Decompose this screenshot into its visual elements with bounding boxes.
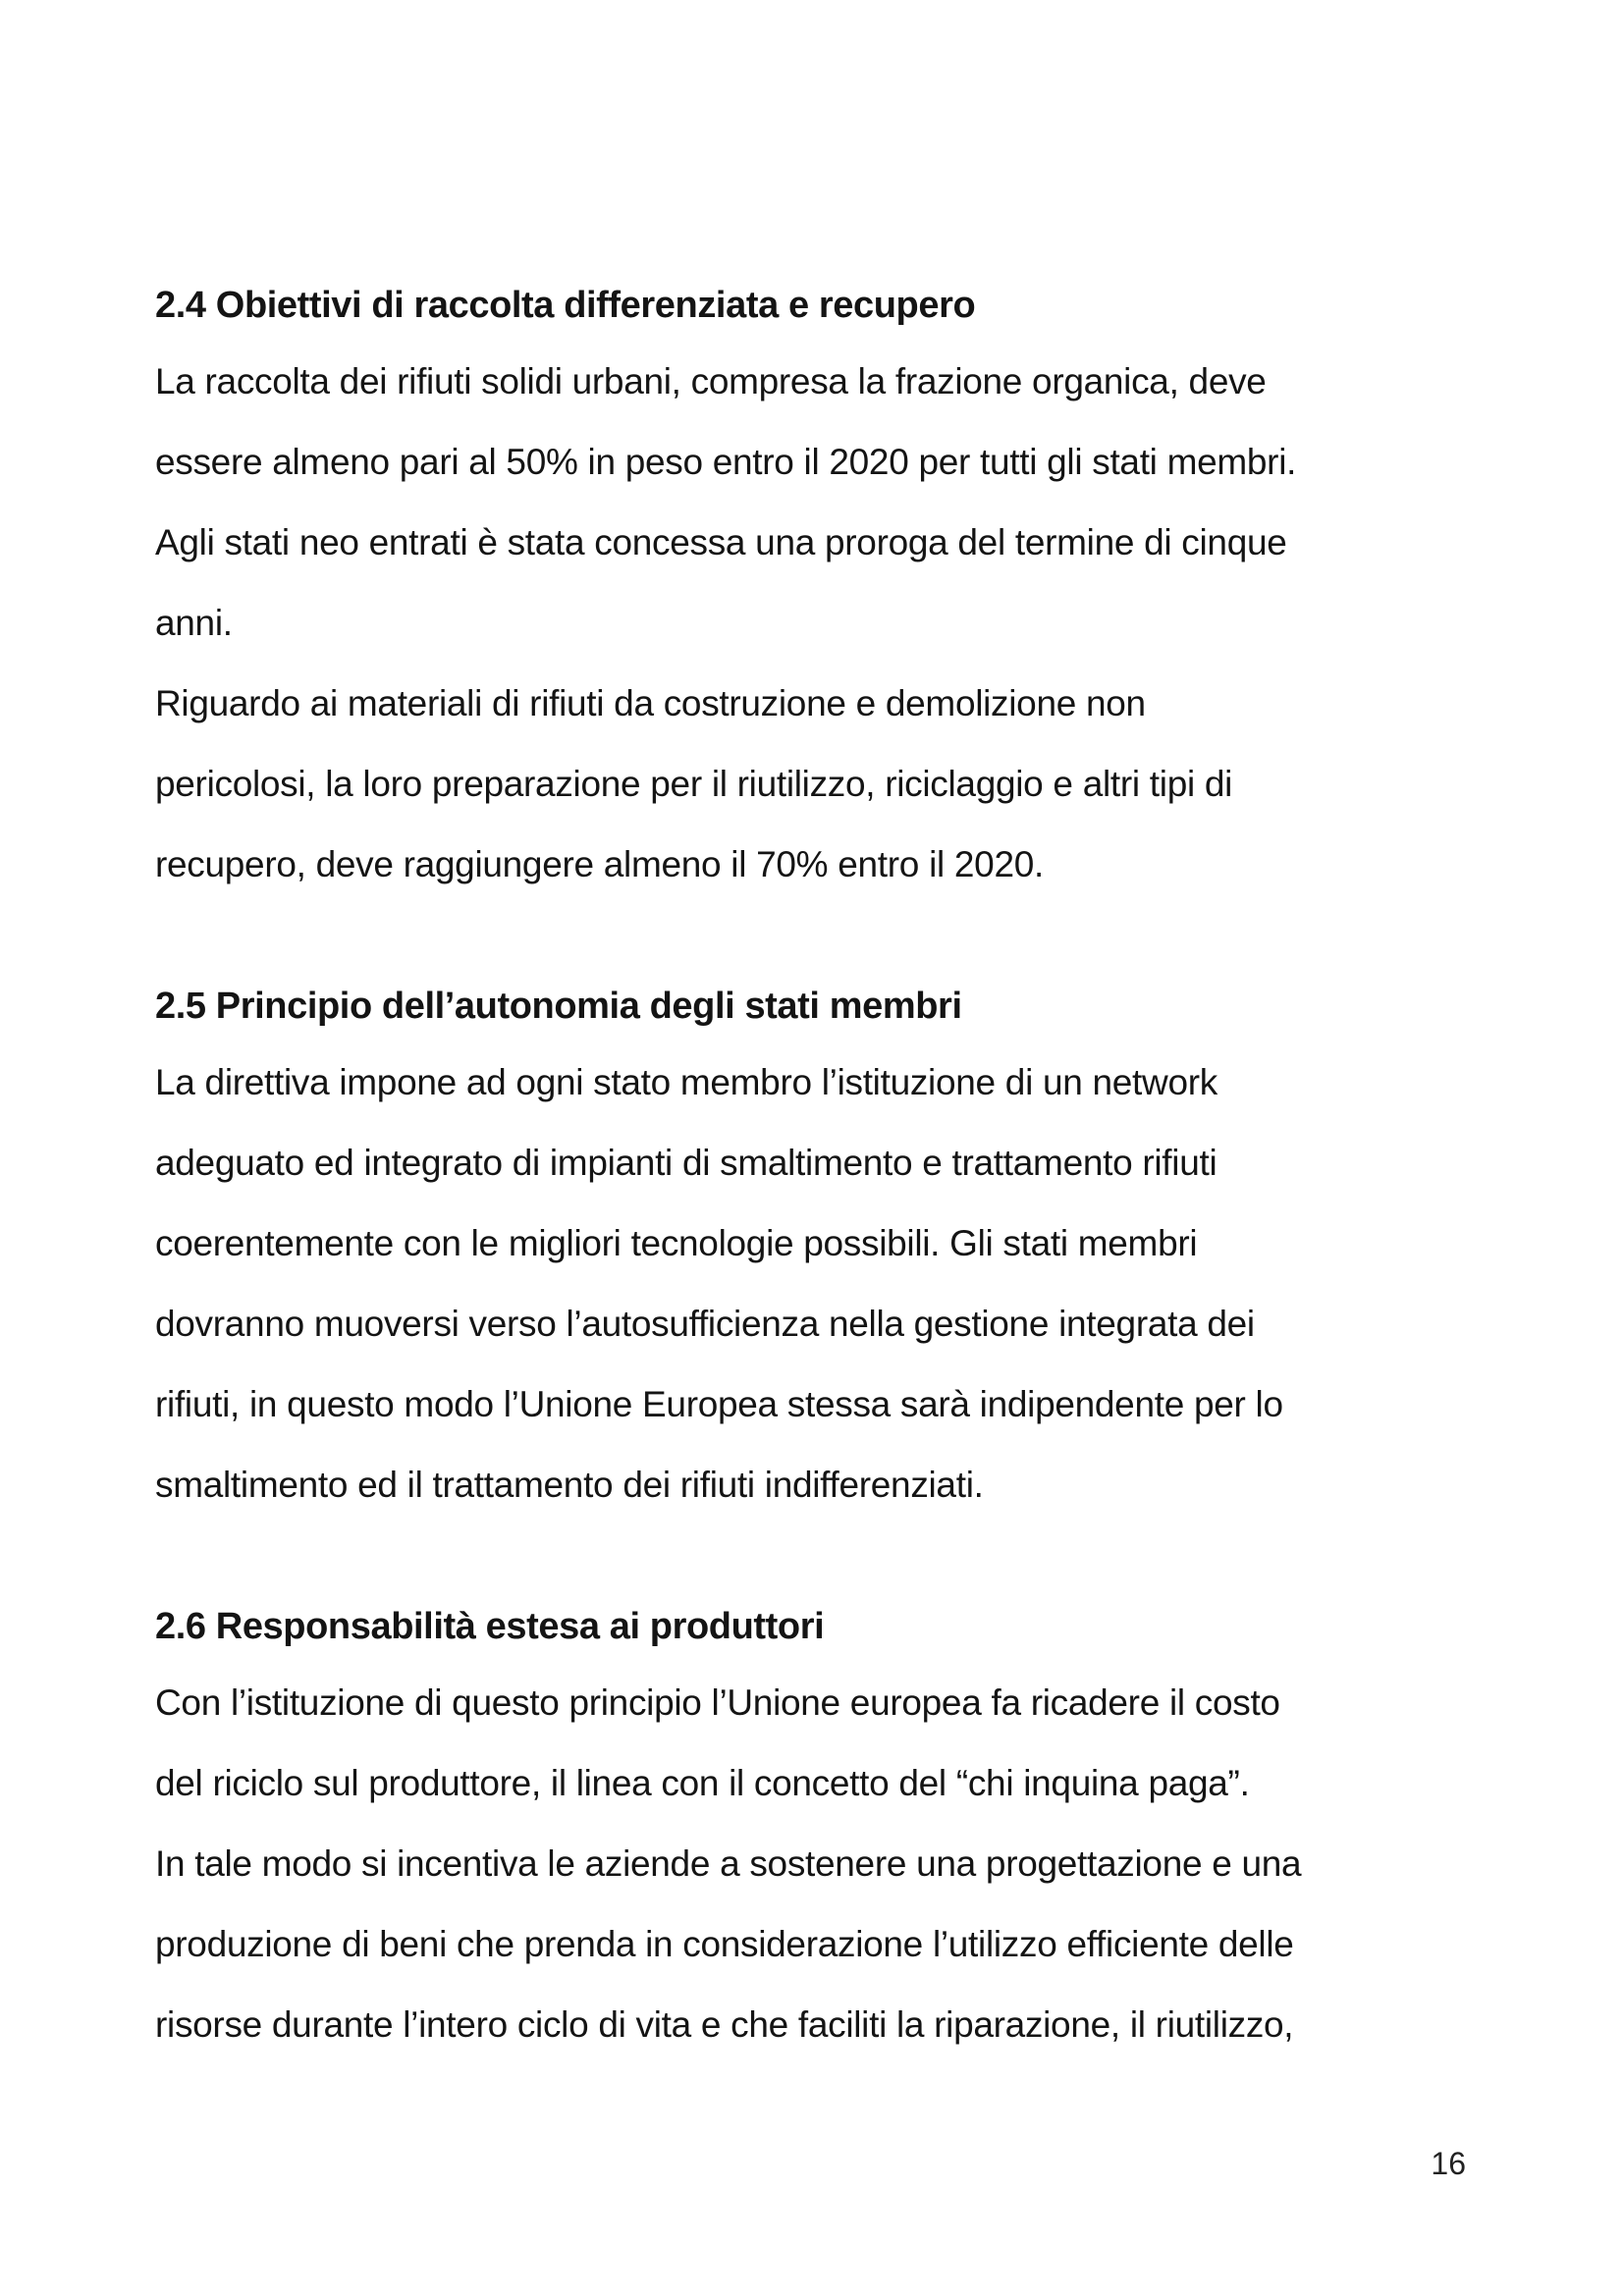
section-2-5	[155, 974, 1471, 1525]
body-text-line: essere almeno pari al 50% in peso entro il 2020 per tutti gli stati membri.	[155, 442, 1297, 482]
page-content	[155, 273, 1471, 2065]
body-text-line: Agli stati neo entrati è stata concessa una proroga del termine di cinque	[155, 522, 1287, 562]
body-text-line: La direttiva impone ad ogni stato membro l’istituzione di un network	[155, 1062, 1217, 1102]
body-text-line: In tale modo si incentiva le aziende a sostenere una progettazione e una	[155, 1843, 1302, 1884]
body-text-line: risorse durante l’intero ciclo di vita e che faciliti la riparazione, il riutilizzo,	[155, 2004, 1294, 2045]
body-text-line: dovranno muoversi verso l’autosufficienza nella gestione integrata dei	[155, 1304, 1255, 1344]
body-text-line: del riciclo sul produttore, il linea con il concetto del “chi inquina paga”.	[155, 1763, 1250, 1803]
section-heading: 2.4 Obiettivi di raccolta differenziata e recupero	[155, 285, 976, 326]
body-text-line: adeguato ed integrato di impianti di smaltimento e trattamento rifiuti	[155, 1143, 1217, 1183]
body-text-line: Con l’istituzione di questo principio l’Unione europea fa ricadere il costo	[155, 1682, 1280, 1723]
body-text-line: pericolosi, la loro preparazione per il riutilizzo, riciclaggio e altri tipi di	[155, 764, 1233, 804]
section-heading: 2.6 Responsabilità estesa ai produttori	[155, 1606, 825, 1647]
body-text-line: recupero, deve raggiungere almeno il 70% entro il 2020.	[155, 844, 1044, 884]
body-text-line: produzione di beni che prenda in considerazione l’utilizzo efficiente delle	[155, 1924, 1294, 1964]
body-text-line: Riguardo ai materiali di rifiuti da costruzione e demolizione non	[155, 683, 1146, 723]
body-text-line: smaltimento ed il trattamento dei rifiuti indifferenziati.	[155, 1465, 984, 1505]
section-2-4	[155, 273, 1471, 905]
section-heading: 2.5 Principio dell’autonomia degli stati membri	[155, 986, 962, 1027]
section-2-6	[155, 1594, 1471, 2065]
body-text-line: rifiuti, in questo modo l’Unione Europea stessa sarà indipendente per lo	[155, 1384, 1283, 1424]
page-number: 16	[1431, 2146, 1466, 2181]
body-text-line: coerentemente con le migliori tecnologie possibili. Gli stati membri	[155, 1223, 1198, 1263]
body-text-line: La raccolta dei rifiuti solidi urbani, compresa la frazione organica, deve	[155, 361, 1267, 401]
body-text-line: anni.	[155, 603, 233, 643]
